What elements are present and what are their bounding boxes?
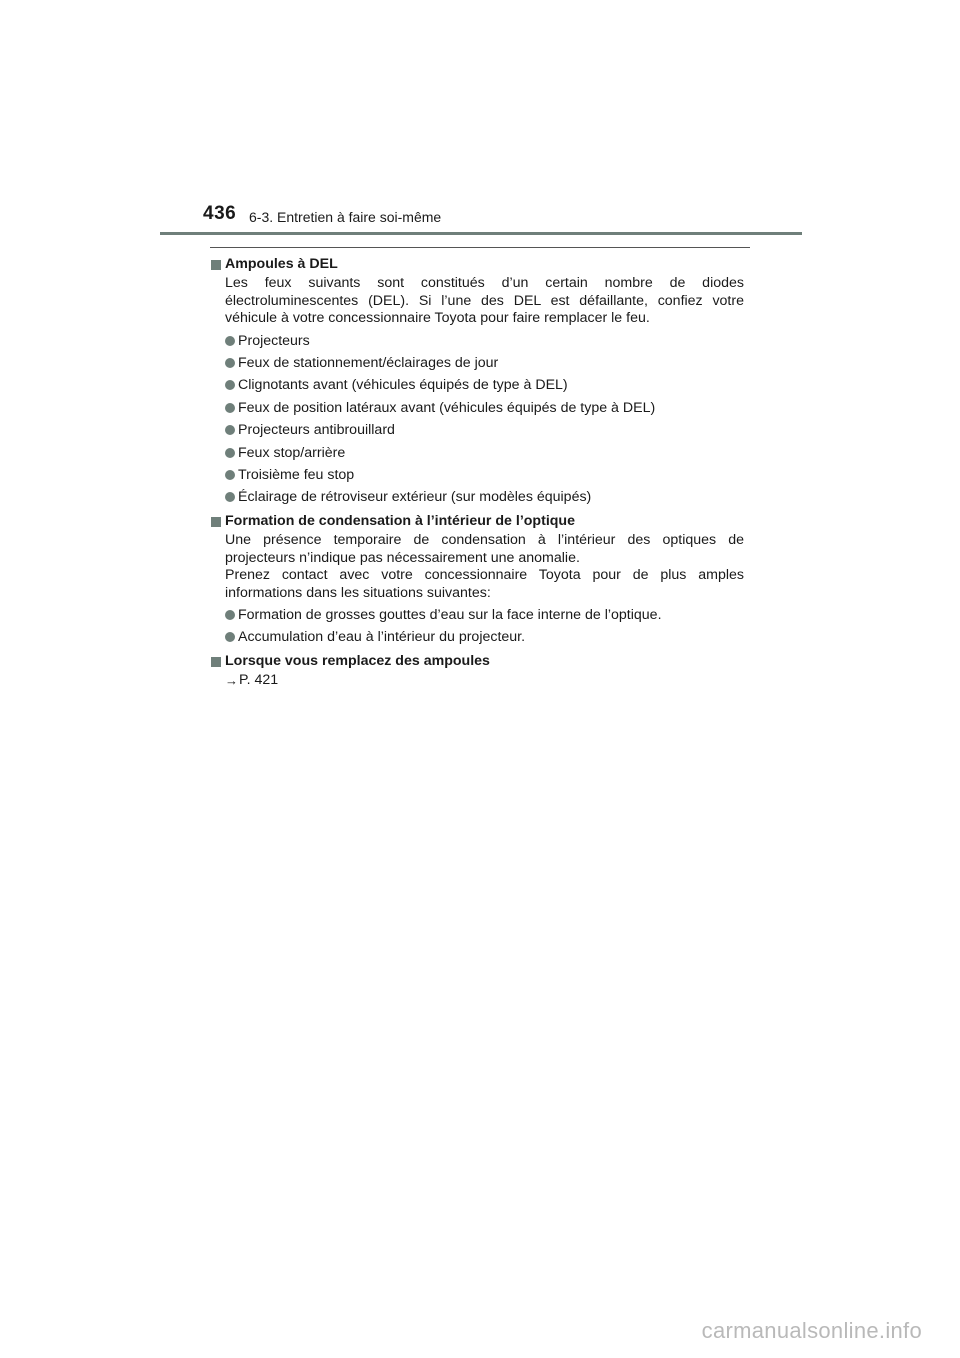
list-item-text: Feux de position latéraux avant (véhicules équipés de type à DEL) <box>238 399 656 416</box>
list-item-text: Projecteurs <box>238 332 310 349</box>
watermark: carmanualsonline.info <box>701 1318 922 1343</box>
circle-bullet-icon <box>225 610 235 620</box>
list-item <box>225 445 744 462</box>
section-heading <box>210 256 744 273</box>
circle-bullet-icon <box>225 380 235 390</box>
list-item <box>225 377 744 394</box>
section-title: Formation de condensation à l’intérieur de l’optique <box>225 512 575 529</box>
header-rule <box>160 232 802 235</box>
list-item <box>225 489 744 506</box>
section-paragraph <box>225 275 744 327</box>
circle-bullet-icon <box>225 448 235 458</box>
list-item-text: Projecteurs antibrouillard <box>238 422 395 439</box>
list-item <box>225 629 744 646</box>
paragraph-line: projecteurs n’indique pas nécessairement une anomalie. <box>225 549 580 566</box>
list-item <box>225 467 744 484</box>
arrow-right-icon: → <box>225 673 238 689</box>
list-item <box>225 333 744 350</box>
section-paragraph <box>225 532 744 602</box>
section-title: Lorsque vous remplacez des ampoules <box>225 652 490 669</box>
paragraph-line: électroluminescentes (DEL). Si l’une des DEL est défaillante, confiez votre <box>225 292 744 309</box>
list-item <box>225 607 744 624</box>
circle-bullet-icon <box>225 492 235 502</box>
paragraph-line: Prenez contact avec votre concessionnaire Toyota pour de plus amples <box>225 567 744 584</box>
circle-bullet-icon <box>225 403 235 413</box>
list-item-text: Éclairage de rétroviseur extérieur (sur modèles équipés) <box>238 489 592 506</box>
paragraph-line: Les feux suivants sont constitués d’un certain nombre de diodes <box>225 275 744 292</box>
paragraph-line: informations dans les situations suivantes: <box>225 584 491 601</box>
list-item-text: Formation de grosses gouttes d’eau sur la face interne de l’optique. <box>238 606 662 623</box>
circle-bullet-icon <box>225 425 235 435</box>
square-bullet-icon <box>211 517 221 527</box>
running-head: 6-3. Entretien à faire soi-même <box>249 209 442 225</box>
square-bullet-icon <box>211 657 221 667</box>
paragraph-line: véhicule à votre concessionnaire Toyota pour faire remplacer le feu. <box>225 310 650 327</box>
circle-bullet-icon <box>225 358 235 368</box>
list-item-text: Troisième feu stop <box>238 467 355 484</box>
page-reference[interactable] <box>225 672 744 689</box>
section-rule <box>210 247 750 248</box>
content <box>210 253 744 690</box>
list-item <box>225 422 744 439</box>
section-heading <box>210 513 744 530</box>
circle-bullet-icon <box>225 470 235 480</box>
section-title: Ampoules à DEL <box>225 256 338 272</box>
paragraph-line: Une présence temporaire de condensation à l’intérieur des optiques de <box>225 532 744 549</box>
page-reference-text[interactable]: P. 421 <box>239 672 279 689</box>
list-item <box>225 355 744 372</box>
page-number: 436 <box>203 203 237 224</box>
square-bullet-icon <box>211 260 221 270</box>
list-item-text: Feux de stationnement/éclairages de jour <box>238 355 499 372</box>
list-item <box>225 400 744 417</box>
section-heading <box>210 653 744 670</box>
list-item-text: Clignotants avant (véhicules équipés de type à DEL) <box>238 377 568 394</box>
circle-bullet-icon <box>225 632 235 642</box>
circle-bullet-icon <box>225 336 235 346</box>
list-item-text: Feux stop/arrière <box>238 444 346 461</box>
list-item-text: Accumulation d’eau à l’intérieur du projecteur. <box>238 629 526 646</box>
